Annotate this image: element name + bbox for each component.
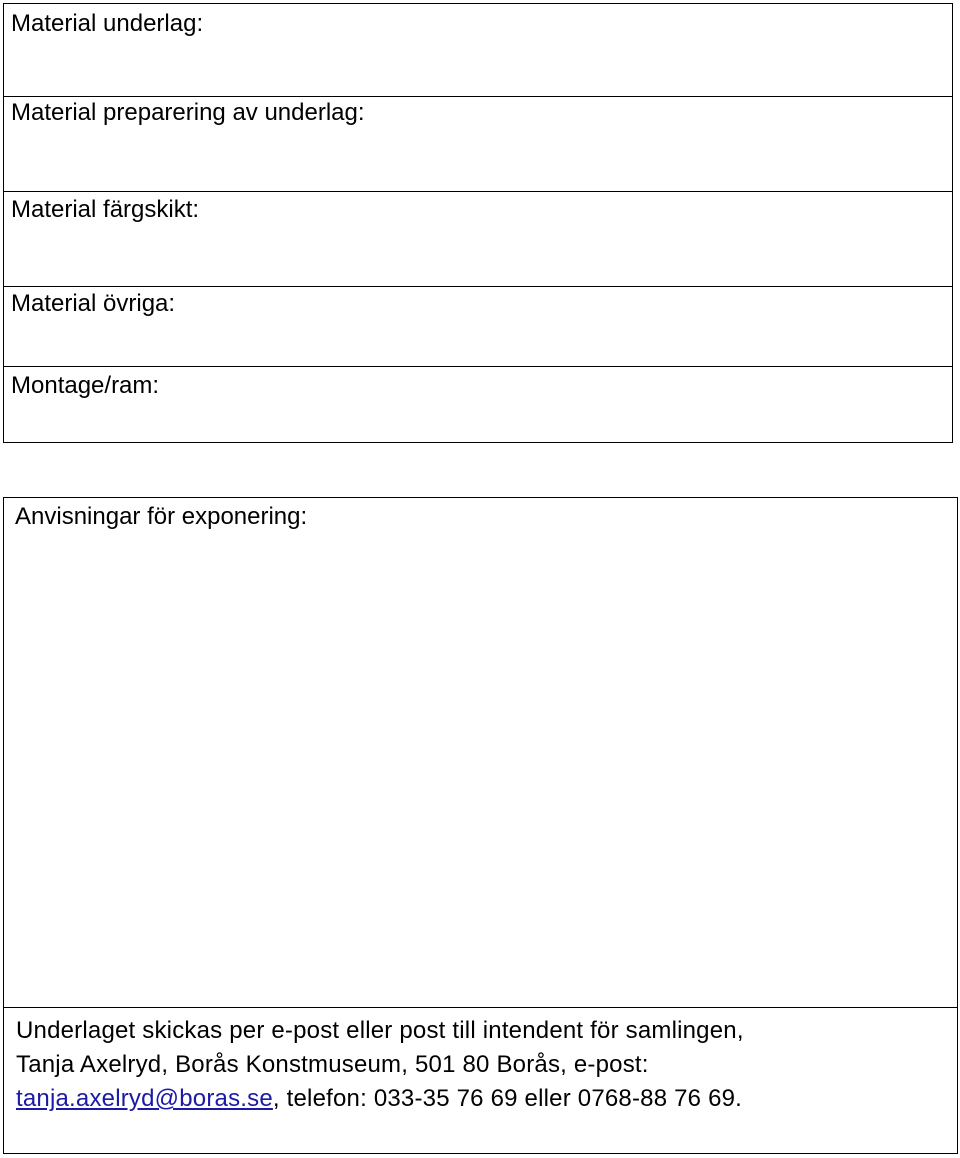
material-underlag-row — [4, 4, 952, 97]
contact-line-2: Tanja Axelryd, Borås Konstmuseum, 501 80 Borås, e-post: — [16, 1051, 649, 1078]
email-link[interactable]: tanja.axelryd@boras.se — [16, 1085, 273, 1112]
montage-ram-row — [4, 367, 952, 442]
contact-line-3 — [16, 1079, 744, 1119]
material-preparering-label: Material preparering av underlag: — [11, 99, 365, 126]
exposure-table — [3, 497, 958, 1154]
exposure-cell — [4, 498, 957, 1008]
exposure-label: Anvisningar för exponering: — [15, 503, 308, 530]
material-table — [3, 3, 953, 443]
material-fargskikt-row — [4, 192, 952, 287]
montage-ram-label: Montage/ram: — [11, 372, 160, 399]
contact-info-text — [16, 1011, 744, 1119]
material-ovriga-label: Material övriga: — [11, 290, 176, 317]
material-fargskikt-label: Material färgskikt: — [11, 196, 200, 223]
material-underlag-label: Material underlag: — [11, 10, 204, 37]
phone-text: , telefon: 033-35 76 69 eller 0768-88 76 69. — [272, 1085, 743, 1112]
contact-line-1: Underlaget skickas per e-post eller post till intendent för samlingen, — [16, 1017, 744, 1044]
material-preparering-row — [4, 97, 952, 192]
material-ovriga-row — [4, 287, 952, 367]
contact-info-cell — [4, 1008, 957, 1153]
